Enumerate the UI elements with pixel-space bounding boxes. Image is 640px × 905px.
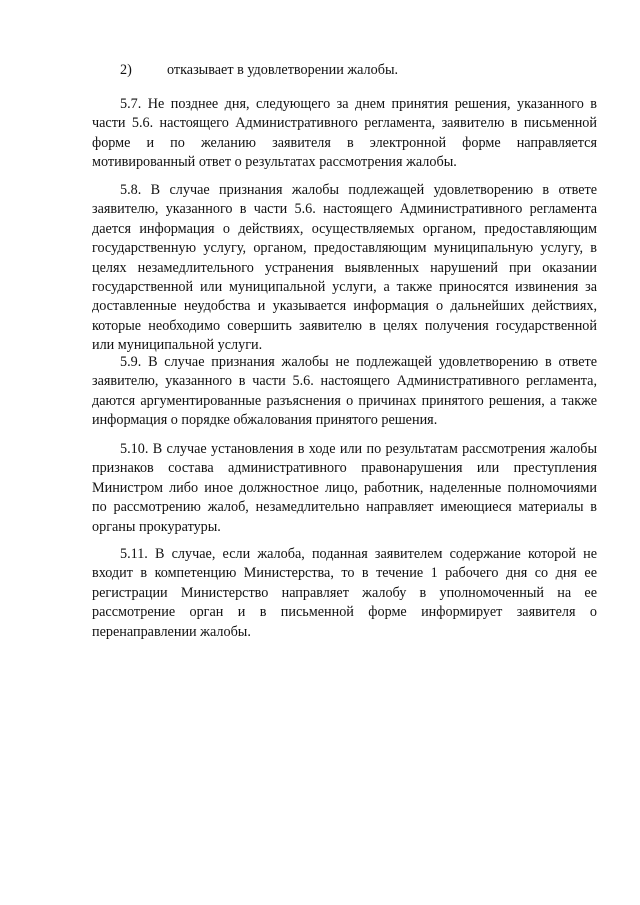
paragraph-5-11: 5.11. В случае, если жалоба, поданная заявителем содержание которой не входит в компетенцию Министерства, то в течение 1 рабочего дня со дня ее регистрации Министерство направляет жалобу в уполномоченный на ее рассмотрение орган и в письменной форме информирует заявителя о перенаправлении жалобы. [92, 546, 597, 640]
list-item-text: отказывает в удовлетворении жалобы. [167, 62, 399, 78]
paragraph-5-7: 5.7. Не позднее дня, следующего за днем принятия решения, указанного в части 5.6. настоящего Административного регламента, заявителю в письменной форме и по желанию заявителя в электронной форме направляется мотивированный ответ о результатах рассмотрения жалобы. [92, 96, 597, 171]
list-item-number: 2) [120, 62, 132, 78]
list-item-2 [120, 61, 398, 80]
paragraph-5-8: 5.8. В случае признания жалобы подлежащей удовлетворению в ответе заявителю, указанного в части 5.6. настоящего Административного регламента дается информация о действиях, осуществляемых органом, предоставляющим государственную услугу, органом, предоставляющим муниципальную услугу, в целях незамедлительного устранения выявленных нарушений при оказании государственной или муниципальной услуги, а также приносятся извинения за доставленные неудобства и указывается информация о дальнейших действиях, которые необходимо совершить заявителю в целях получения государственной или муниципальной услуги. [92, 182, 597, 354]
paragraph-5-10: 5.10. В случае установления в ходе или по результатам рассмотрения жалобы признаков состава административного правонарушения или преступления Министром либо иное должностное лицо, работник, наделенные полномочиями по рассмотрению жалоб, незамедлительно направляет имеющиеся материалы в органы прокуратуры. [92, 441, 597, 535]
paragraph-5-9: 5.9. В случае признания жалобы не подлежащей удовлетворению в ответе заявителю, указанного в части 5.6. настоящего Административного регламента, даются аргументированные разъяснения о причинах принятого решения, а также информация о порядке обжалования принятого решения. [92, 354, 597, 429]
